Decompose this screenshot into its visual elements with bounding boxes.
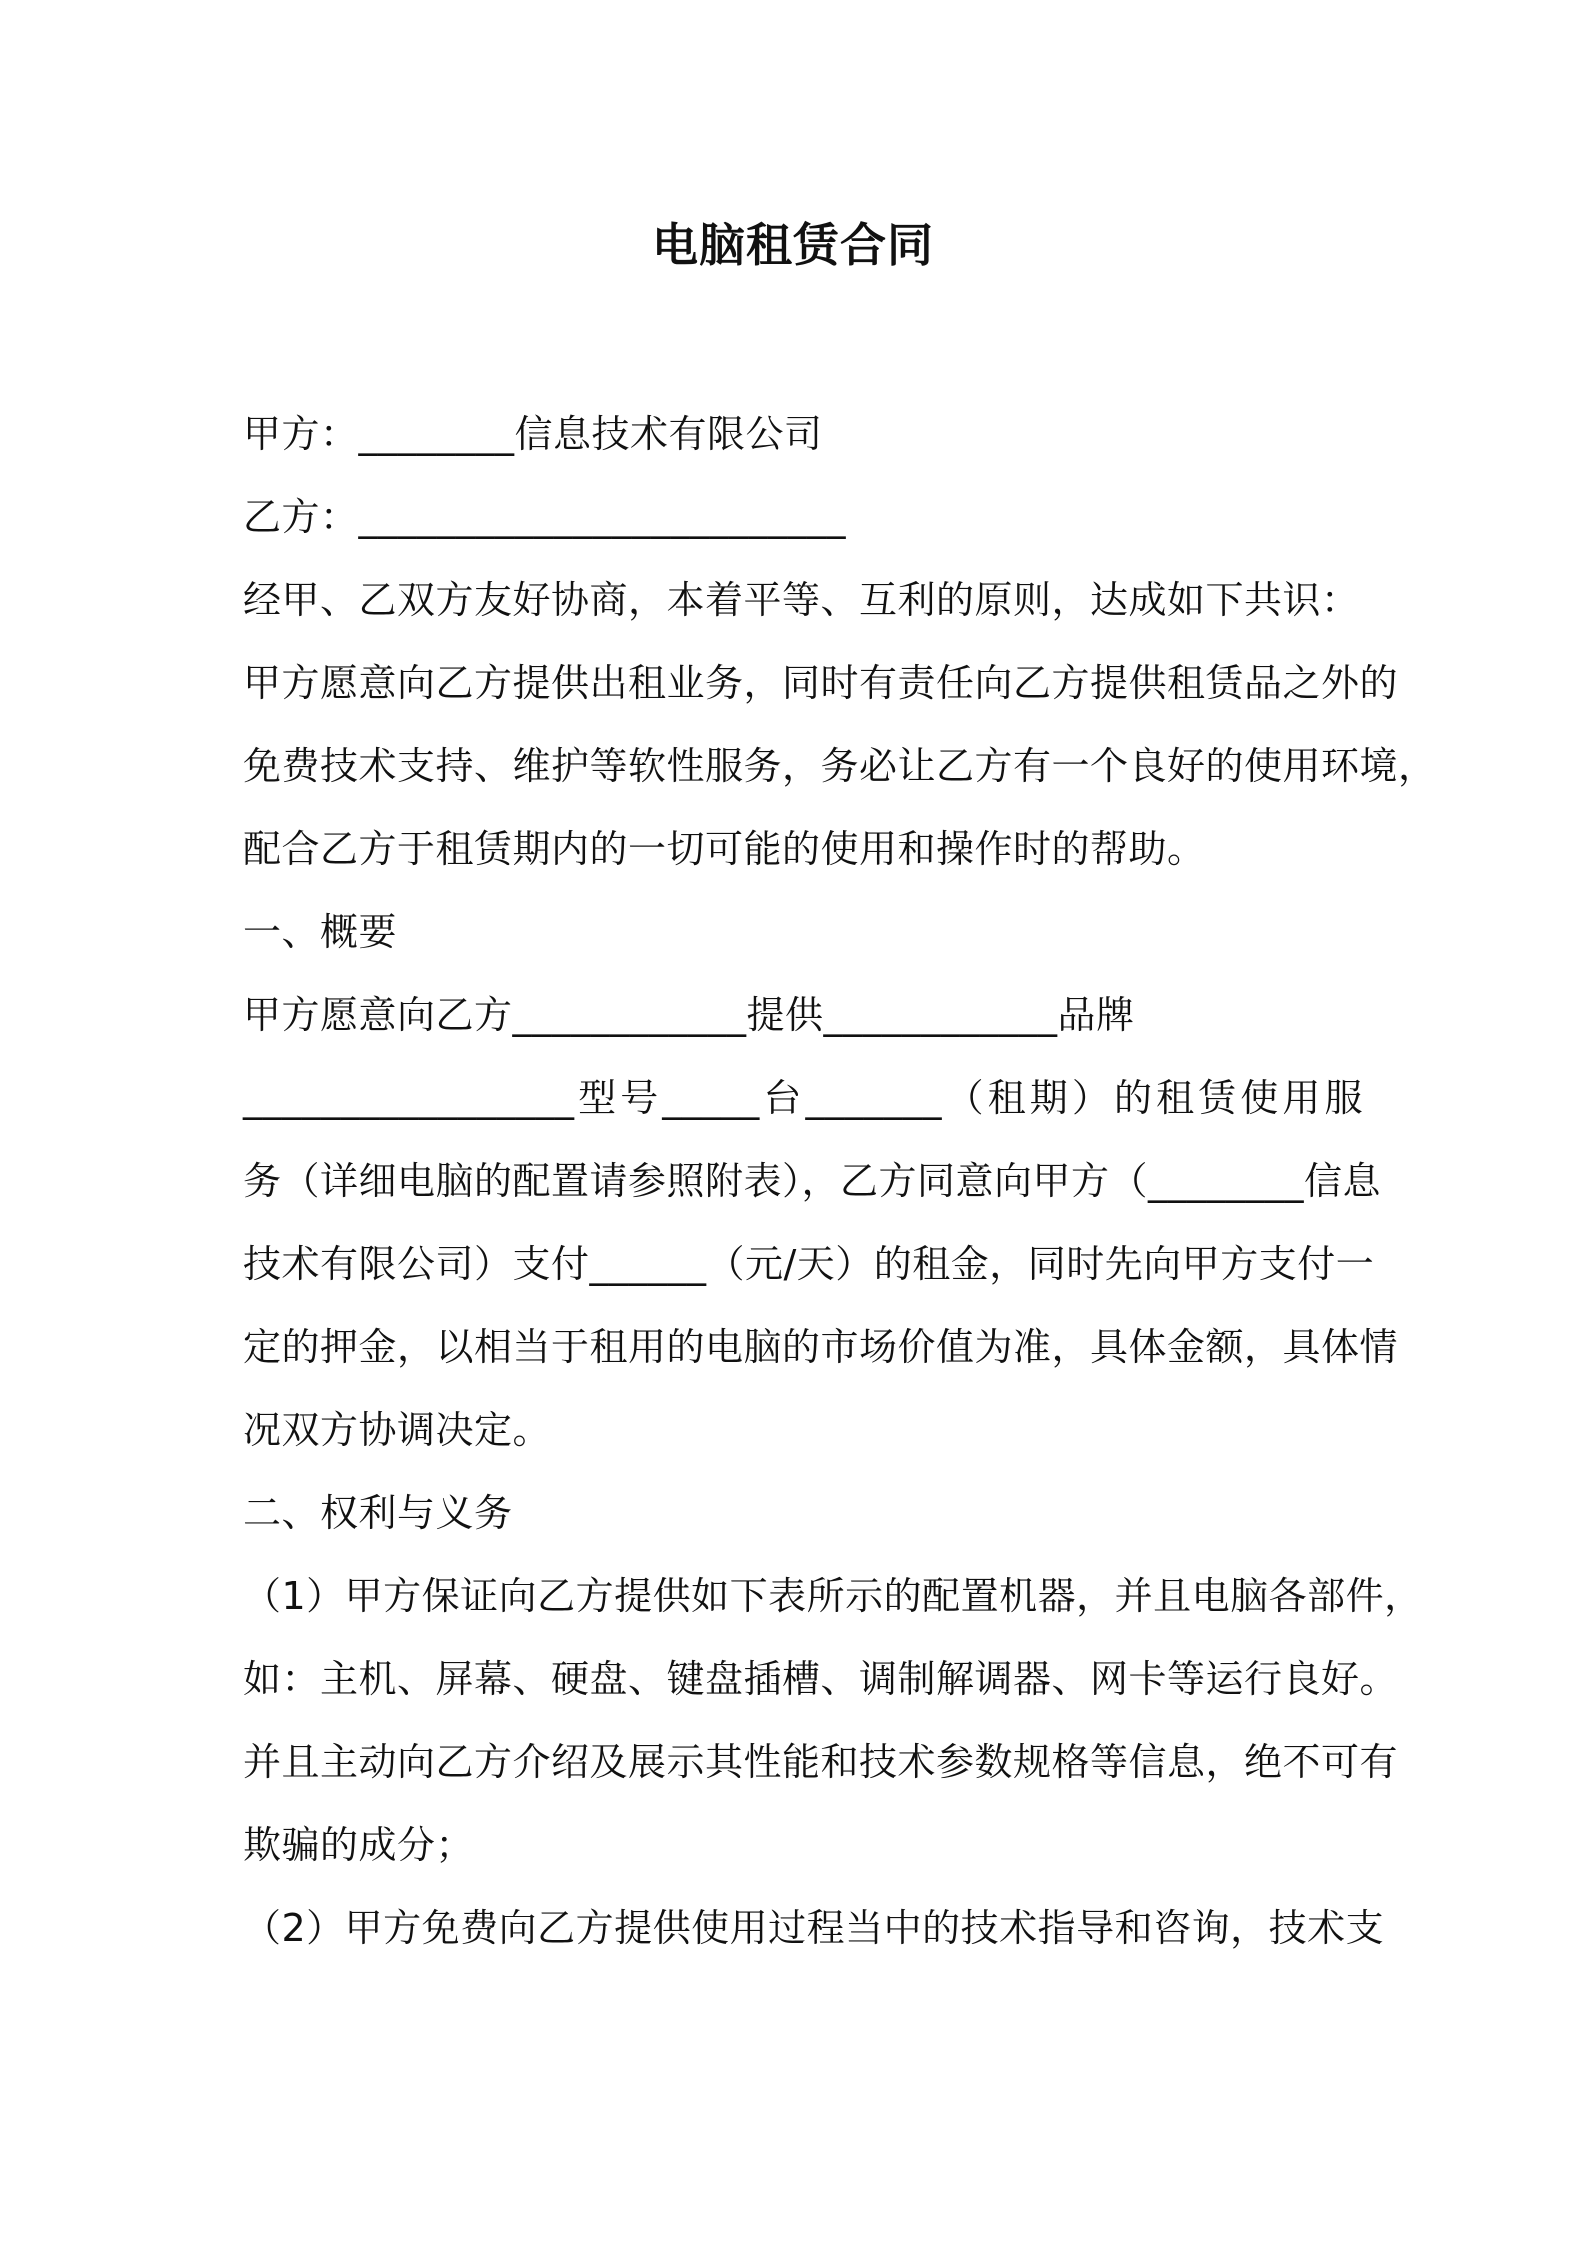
overview-line-3: 务（详细电脑的配置请参照附表），乙方同意向甲方（________信息 [243,1159,1382,1203]
intro-paragraph-line-2: 免费技术支持、维护等软性服务，务必让乙方有一个良好的使用环境， [243,744,1437,788]
intro-paragraph-line-3: 配合乙方于租赁期内的一切可能的使用和操作时的帮助。 [243,827,1206,871]
section-heading-rights: 二、权利与义务 [243,1491,513,1535]
overview-line-4: 技术有限公司）支付______（元/天）的租金，同时先向甲方支付一 [243,1242,1375,1286]
preamble-line: 经甲、乙双方友好协商，本着平等、互利的原则，达成如下共识： [243,578,1360,622]
party-a-line: 甲方：________信息技术有限公司 [243,412,823,456]
party-b-line: 乙方：_________________________ [243,495,847,539]
rights-clause-1-line-3: 并且主动向乙方介绍及展示其性能和技术参数规格等信息，绝不可有 [243,1740,1399,1784]
section-heading-overview: 一、概要 [243,910,398,954]
overview-line-6: 况双方协调决定。 [243,1408,552,1452]
rights-clause-1-line-1: （1）甲方保证向乙方提供如下表所示的配置机器，并且电脑各部件， [243,1574,1423,1618]
rights-clause-1-line-4: 欺骗的成分； [243,1823,475,1867]
document-title: 电脑租赁合同 [652,218,934,272]
intro-paragraph-line-1: 甲方愿意向乙方提供出租业务，同时有责任向乙方提供租赁品之外的 [243,661,1399,705]
overview-line-2: _________________型号_____台_______（租期）的租赁使用服 [243,1076,1363,1120]
overview-line-5: 定的押金，以相当于租用的电脑的市场价值为准，具体金额，具体情 [243,1325,1399,1369]
rights-clause-1-line-2: 如：主机、屏幕、硬盘、键盘插槽、调制解调器、网卡等运行良好。 [243,1657,1399,1701]
overview-line-1: 甲方愿意向乙方____________提供____________品牌 [243,993,1135,1037]
rights-clause-2-line-1: （2）甲方免费向乙方提供使用过程当中的技术指导和咨询，技术支 [243,1906,1385,1950]
